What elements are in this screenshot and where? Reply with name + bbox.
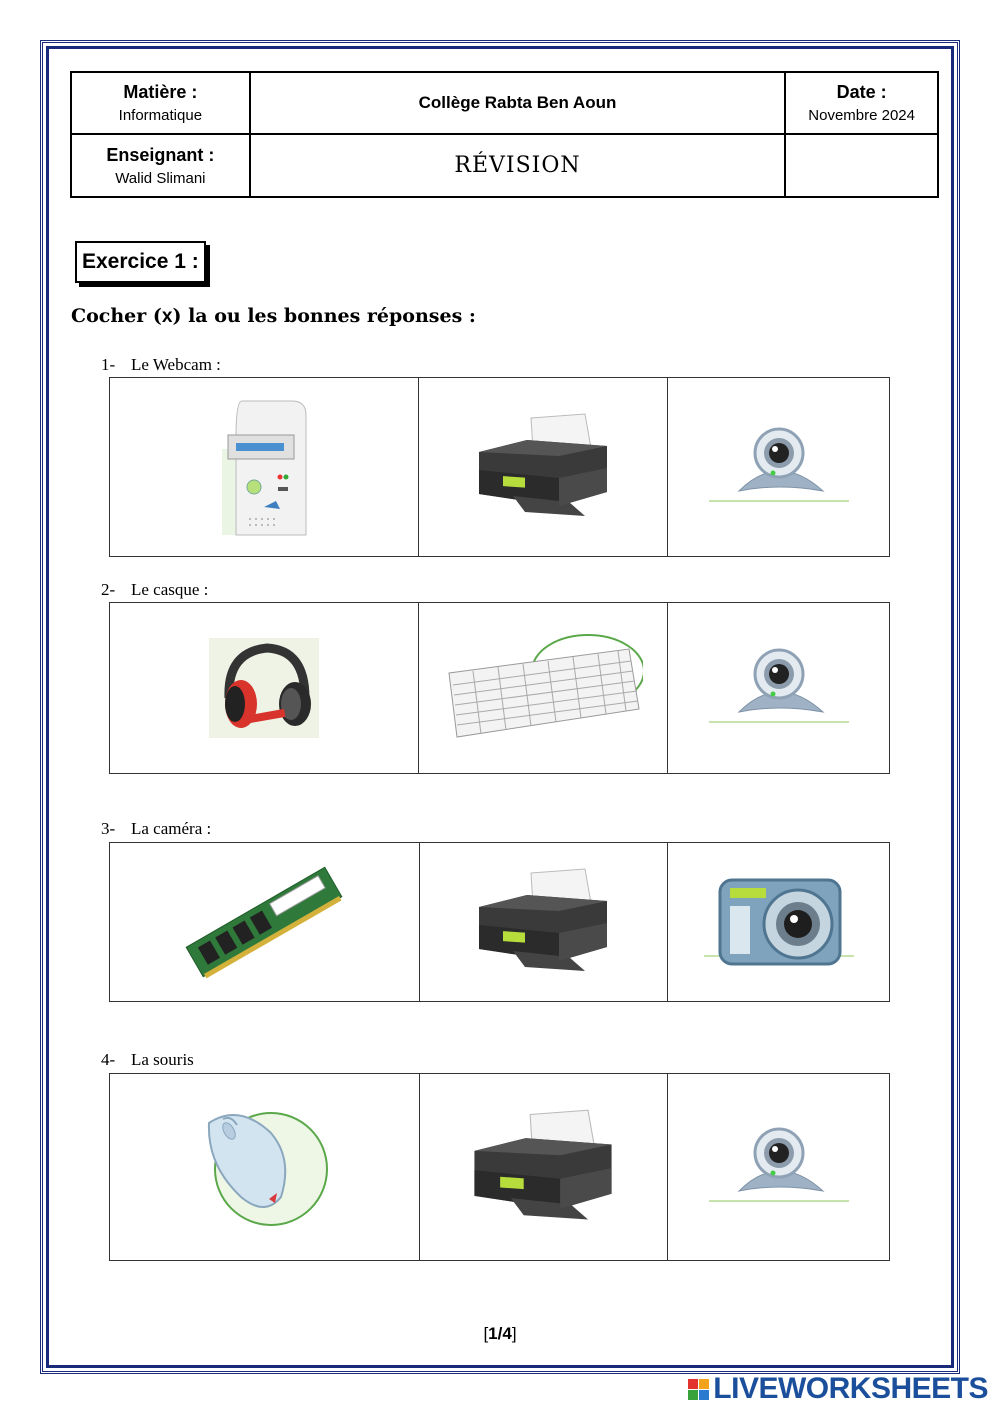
instruction-after: ) la ou les bonnes réponses : [172,305,476,327]
page-title: RÉVISION [454,153,581,178]
question-1-label [101,355,221,375]
question-text: La souris [131,1050,194,1069]
webcam-icon [709,417,849,517]
question-text: La caméra : [131,819,212,838]
question-4-table [109,1073,890,1261]
question-number: 1- [101,355,116,374]
instruction-before: Cocher ( [71,305,162,327]
exercise-title: Exercice 1 : [75,241,206,283]
computer-tower-icon [214,397,314,537]
subject-label: Matière : [123,82,198,102]
logo-squares-icon [688,1379,709,1400]
date-value: Novembre 2024 [808,107,915,124]
printer-icon [473,412,613,522]
option-mouse[interactable] [110,1074,420,1261]
option-keyboard[interactable] [419,603,668,774]
teacher-value: Walid Slimani [115,169,206,187]
question-number: 3- [101,819,116,838]
option-printer[interactable] [419,1074,668,1261]
question-4-label [101,1050,194,1070]
school-name: Collège Rabta Ben Aoun [418,93,617,112]
page-bracket-close: ] [511,1324,517,1343]
instruction [71,305,476,328]
title-cell [250,134,786,197]
question-number: 4- [101,1050,116,1069]
question-2-label [101,580,208,600]
ram-module-icon [174,857,354,987]
teacher-cell [71,134,250,197]
keyboard-icon [443,633,643,743]
subject-cell [71,72,250,134]
subject-value: Informatique [118,107,203,124]
webcam-icon [709,1117,849,1217]
option-printer[interactable] [419,378,668,557]
printer-icon [473,867,613,977]
question-3-table [109,842,890,1002]
mouse-icon [199,1107,329,1227]
printer-icon [468,1108,618,1226]
question-1-table [109,377,890,557]
option-webcam[interactable] [668,378,890,557]
headphones-icon [209,638,319,738]
option-headphones[interactable] [110,603,419,774]
question-3-label [101,819,211,839]
camera-icon [704,872,854,972]
webcam-icon [709,638,849,738]
question-number: 2- [101,580,116,599]
page-number-value: 1/4 [488,1324,512,1343]
school-cell [250,72,786,134]
option-webcam[interactable] [668,603,890,774]
empty-cell [785,134,938,197]
question-text: Le Webcam : [131,355,221,374]
logo-text: LIVEWORKSHEETS [713,1372,988,1405]
option-computer-tower[interactable] [110,378,419,557]
header-table [70,71,939,198]
option-webcam[interactable] [668,1074,890,1261]
page-number [0,1324,1000,1344]
date-cell [785,72,938,134]
option-printer[interactable] [419,843,668,1002]
page-bracket-open: [ [483,1324,489,1343]
option-ram-module[interactable] [110,843,420,1002]
instruction-mark: x [161,306,173,327]
question-text: Le casque : [131,580,209,599]
date-label: Date : [836,82,887,102]
teacher-label: Enseignant : [106,144,215,165]
liveworksheets-logo[interactable] [688,1372,988,1406]
question-2-table [109,602,890,774]
option-camera[interactable] [668,843,890,1002]
